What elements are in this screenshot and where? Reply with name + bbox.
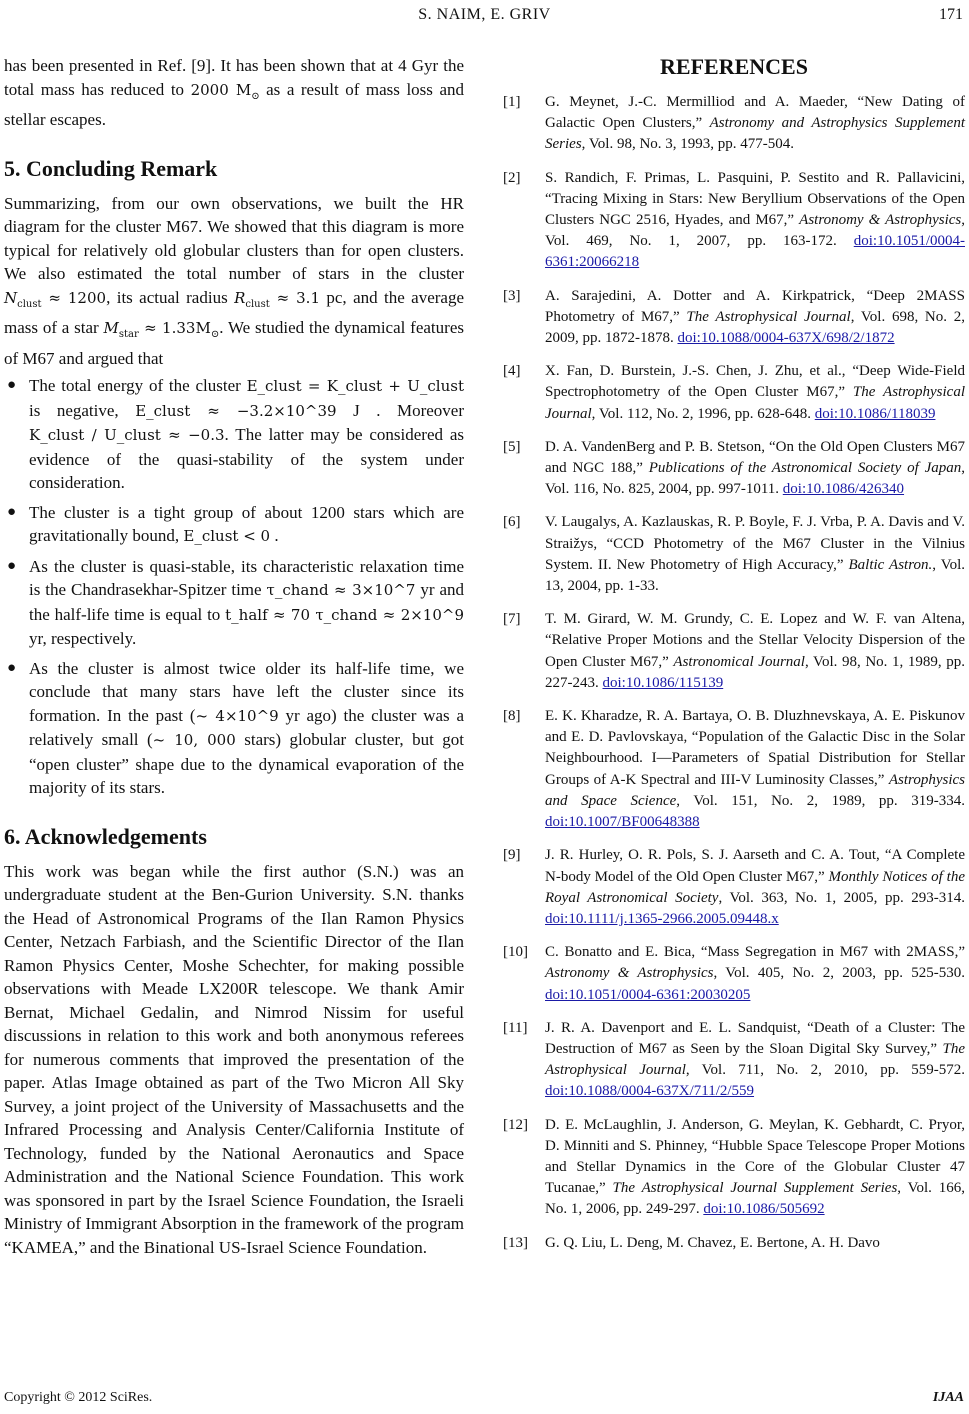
bullet-relaxation <box>4 555 464 651</box>
reference-doi-link[interactable]: doi:10.1086/115139 <box>602 674 724 691</box>
reference-number: [6] <box>503 514 521 531</box>
reference-item <box>503 942 965 1006</box>
left-column <box>4 54 464 1259</box>
sec5-text-b: , its actual radius <box>106 287 235 307</box>
m-star-math: $M_{star} \approx 1.33M_⊙$ <box>103 319 220 340</box>
section-5-title: 5. Concluding Remark <box>4 155 218 181</box>
conclusion-bullets <box>4 374 464 800</box>
reference-journal: The Astrophysical Journal <box>545 1040 965 1079</box>
reference-doi-link[interactable]: doi:10.1088/0004-637X/711/2/559 <box>545 1083 755 1100</box>
reference-authors-title: G. Q. Liu, L. Deng, M. Chavez, E. Bertone, A. H. Davo <box>545 1234 880 1251</box>
reference-doi-link[interactable]: doi:10.1007/BF00648388 <box>545 814 700 831</box>
r-clust-math <box>234 288 320 310</box>
r-clust-var: R <box>234 288 246 307</box>
intro-text-a: has been presented in Ref. [9]. It has been shown that at 4 Gyr the total mass has reduced to <box>4 56 464 99</box>
reference-number: [5] <box>503 438 521 455</box>
b3-text-b: yr and the half-life time is equal to <box>29 580 464 624</box>
b2-text-b: . <box>270 526 279 545</box>
reference-details: , Vol. 469, No. 1, 2007, pp. 163-172. <box>545 212 965 250</box>
reference-authors-title: X. Fan, D. Burstein, J.-S. Chen, J. Zhu, et al., “Deep Wide-Field Spectrophotometry of the Open Cluster M67,” <box>545 363 965 401</box>
b2-text-a: The cluster is a tight group of about 1200 stars which are gravitationally bound, <box>29 502 464 545</box>
n-clust-var: N <box>4 288 18 307</box>
virial-ratio-math: K_clust / U_clust ≈ −0.3 <box>29 426 225 444</box>
reference-authors-title: J. R. Hurley, O. R. Pols, S. J. Aarseth and C. A. Tout, “A Complete N-body Model of the Old Open Cluster M67,” <box>545 847 965 885</box>
energy-sum-math: E_clust = K_clust + U_clust <box>246 377 464 395</box>
reference-details: , Vol. 405, No. 2, 2003, pp. 525-530. <box>713 965 965 982</box>
b4-text-a: As the cluster is almost twice older its half-life time, we conclude that many stars have left the cluster since its formation. In the past ( <box>29 658 464 725</box>
reference-authors-title: G. Meynet, J.-C. Mermilliod and A. Maeder, “New Dating of Galactic Open Clusters,” <box>545 94 965 132</box>
reference-journal: Astronomical Journal <box>673 653 805 670</box>
reference-item <box>503 1233 965 1254</box>
reference-number: [2] <box>503 169 521 186</box>
reference-details: , Vol. 166, No. 1, 2006, pp. 249-297. <box>545 1180 965 1218</box>
r-clust-sub: clust <box>245 298 270 310</box>
reference-details: , Vol. 151, No. 2, 1989, pp. 319-334. <box>676 792 965 809</box>
reference-number: [13] <box>503 1234 528 1251</box>
reference-authors-title: D. A. VandenBerg and P. B. Stetson, “On the Old Open Clusters M67 and NGC 188,” <box>545 438 965 477</box>
reference-item <box>503 1018 965 1103</box>
running-title: S. NAIM, E. GRIV <box>418 6 551 23</box>
bullet-icon: ● <box>7 377 17 393</box>
bullet-icon: ● <box>7 659 17 676</box>
reference-journal: Monthly Notices of the Royal Astronomical Society <box>545 868 965 906</box>
references-title: REFERENCES <box>660 54 808 79</box>
intro-math-value: 2000 M <box>190 80 252 99</box>
reference-doi-link[interactable]: doi:10.1111/j.1365-2966.2005.09448.x <box>545 910 779 927</box>
page-number: 171 <box>939 6 963 23</box>
reference-item <box>503 706 965 833</box>
copyright: Copyright © 2012 SciRes. <box>4 1390 153 1405</box>
page-header <box>0 6 969 30</box>
reference-journal: Astronomy and Astrophysics Supplement Series <box>545 115 965 153</box>
reference-details: , Vol. 13, 2004, pp. 1-33. <box>545 556 966 595</box>
reference-item <box>503 286 965 350</box>
reference-item <box>503 92 965 156</box>
n-clust-value: ≈ 1200 <box>41 288 107 307</box>
references-column <box>503 54 965 1266</box>
reference-authors-title: T. M. Girard, W. M. Grundy, C. E. Lopez and W. F. van Altena, “Relative Proper Motions and the Stellar Velocity Dispersion of the Open Cluster M67,” <box>545 611 965 670</box>
reference-details: , Vol. 116, No. 825, 2004, pp. 997-1011. <box>545 460 965 498</box>
section-5-paragraph <box>4 192 464 371</box>
intro-text-b: as a result of mass loss and stellar escapes. <box>4 79 464 129</box>
reference-list <box>503 92 965 1254</box>
b3-text-c: yr, respectively. <box>29 629 137 648</box>
reference-number: [7] <box>503 611 521 628</box>
n-clust-sub: clust <box>17 298 42 310</box>
bullet-evaporation <box>4 657 464 800</box>
intro-paragraph <box>4 54 464 132</box>
b4-text-b: yr ago) the cluster was a relatively small ( <box>29 705 465 749</box>
reference-number: [3] <box>503 287 521 304</box>
reference-item <box>503 512 965 597</box>
reference-item <box>503 437 965 501</box>
reference-item <box>503 845 965 930</box>
bullet-icon: ● <box>7 557 17 574</box>
bullet-energy <box>4 374 464 495</box>
reference-item <box>503 361 965 425</box>
reference-journal: Astronomy & Astrophysics <box>799 212 962 229</box>
reference-journal: The Astrophysical Journal <box>686 308 851 325</box>
b1-text-a: The total energy of the cluster <box>29 376 247 395</box>
reference-authors-title: A. Sarajedini, A. Dotter and A. Kirkpatrick, “Deep 2MASS Photometry of M67,” <box>545 287 965 325</box>
reference-doi-link[interactable]: doi:10.1086/426340 <box>782 481 905 498</box>
reference-details: , Vol. 112, No. 2, 1996, pp. 628-648. <box>591 405 815 422</box>
past-age-math: ~ 4×10^9 <box>195 706 279 725</box>
energy-value-math: E_clust ≈ −3.2×10^39 <box>135 401 337 420</box>
b3-text-a: As the cluster is quasi-stable, its characteristic relaxation time is the Chandrasekhar-Spitzer time <box>29 556 464 599</box>
reference-number: [11] <box>503 1019 528 1036</box>
past-stars-math: ~ 10, 000 <box>152 731 236 749</box>
r-clust-value: ≈ 3.1 <box>269 288 320 307</box>
reference-details: , Vol. 98, No. 3, 1993, pp. 477-504. <box>581 136 795 153</box>
reference-details: , Vol. 698, No. 2, 2009, pp. 1872-1878. <box>545 308 965 347</box>
journal-abbrev: IJAA <box>932 1390 964 1405</box>
bullet-icon: ● <box>7 503 17 520</box>
reference-authors-title: D. E. McLaughlin, J. Anderson, G. Meylan, K. Gebhardt, C. Pryor, D. Minniti and S. Phinney, “Hubble Space Telescope Proper Motions and Stellar Dynamics in the Core of the Globular Cluster 47 Tucanae,” <box>545 1116 965 1197</box>
reference-number: [12] <box>503 1116 528 1133</box>
reference-details: , Vol. 98, No. 1, 1989, pp. 227-243. <box>545 653 965 691</box>
bound-math: E_clust < 0 <box>183 527 271 545</box>
reference-journal: Astrophysics and Space Science <box>545 771 965 809</box>
reference-doi-link[interactable]: doi:10.1051/0004-6361:20066218 <box>545 233 965 271</box>
tau-chand-math: τ_chand ≈ 3×10^7 <box>266 581 416 599</box>
reference-authors-title: C. Bonatto and E. Bica, “Mass Segregation in M67 with 2MASS,” <box>545 944 965 961</box>
m-star-value: ≈ 1.33M <box>138 319 211 337</box>
reference-number: [4] <box>503 363 521 380</box>
reference-journal: The Astrophysical Journal <box>545 384 965 422</box>
acknowledgements-paragraph: This work was began while the first author (S.N.) was an undergraduate student at the Ben-Gurion University. S.N. thanks the Head of Astronomical Programs of the Ilan Ramon Physics Center, Netzach Farbiash, and the Scientific Director of the Ilan Ramon Physics Center, Moshe Schechter, for making possible observations with Meade LX200R telescope. We thank Amir Bernat, Michael Gedalin, and Nimrod Nissim for useful discussions in relation to this work and both anonymous referees for numerous comments that improved the presentation of the paper. Atlas Image obtained as part of the Two Micron All Sky Survey, a joint project of the University of Massachusetts and the Infrared Processing and Analysis Center/California Institute of Technology, funded by the National Aeronautics and Space Administration and the National Science Foundation. This work was sponsored in part by the Israel Science Foundation, the Israeli Ministry of Immigrant Absorption in the framework of the program “KAMEA,” and the Binational US-Israel Science Foundation. <box>4 861 464 1257</box>
reference-doi-link[interactable]: doi:10.1088/0004-637X/698/2/1872 <box>677 330 895 347</box>
reference-journal: Baltic Astron. <box>848 556 933 573</box>
b1-text-b: is negative, <box>29 400 136 420</box>
sec5-text-d: . We studied the dynamical features of M67 and argued that <box>4 318 464 368</box>
b1-text-d: . The latter may be considered as evidence of the quasi-stability of the system under consideration. <box>29 425 464 492</box>
reference-doi-link[interactable]: doi:10.1051/0004-6361:20030205 <box>545 986 751 1003</box>
sec5-text-c: pc, and the average mass of a star <box>4 287 464 337</box>
reference-authors-title: S. Randich, F. Primas, L. Pasquini, P. Sestito and R. Pallavicini, “Tracing Mixing in Stars: New Beryllium Observations of the Open Clusters NGC 2516, Hyades, and M67,” <box>545 169 965 229</box>
reference-authors-title: E. K. Kharadze, R. A. Bartaya, O. B. Dluzhnevskaya, A. E. Piskunov and E. D. Pavlovskaya, “Population of the Galactic Disc in the Solar Neighbourhood. I—Parameters of Spatial Distribution for Stellar Groups of A-K Spectral and III-V Luminosity Classes,” <box>545 708 965 788</box>
section-6-title: 6. Acknowledgements <box>4 823 207 849</box>
m-star-sub: star <box>118 329 139 340</box>
reference-item <box>503 168 965 274</box>
reference-item <box>503 609 965 694</box>
reference-authors-title: V. Laugalys, A. Kazlauskas, R. P. Boyle, F. J. Vrba, P. A. Davis and V. Straižys, “CCD Photometry of the M67 Cluster in the Vilnius System. II. New Photometry of High Accuracy,” <box>545 514 965 573</box>
sec5-text-a: Summarizing, from our own observations, we built the HR diagram for the cluster M67. We showed that this diagram is more typical for relatively old globular clusters than for open clusters. We also estimated the total number of stars in the cluster <box>4 193 464 283</box>
reference-number: [8] <box>503 708 521 725</box>
reference-number: [1] <box>503 94 521 110</box>
intro-math: 2000 $M_⊙$ <box>190 80 260 102</box>
reference-number: [9] <box>503 847 521 864</box>
reference-details: , Vol. 363, No. 1, 2005, pp. 293-314. <box>718 889 965 906</box>
reference-authors-title: J. R. A. Davenport and E. L. Sandquist, “Death of a Cluster: The Destruction of M67 as Seen by the Sloan Digital Sky Survey,” <box>545 1019 965 1057</box>
t-half-math: t_half ≈ 70 τ_chand ≈ 2×10^9 <box>225 605 465 624</box>
reference-details: , Vol. 711, No. 2, 2010, pp. 559-572. <box>685 1062 965 1079</box>
reference-journal: Publications of the Astronomical Society of Japan <box>648 460 962 477</box>
reference-doi-link[interactable]: doi:10.1086/118039 <box>814 405 936 422</box>
m-star-var: M <box>103 319 119 337</box>
reference-journal: The Astrophysical Journal Supplement Series <box>612 1180 898 1197</box>
b4-text-c: stars) globular cluster, but got “open cluster” shape due to the dynamical evaporation of the majority of its stars. <box>29 730 465 797</box>
reference-doi-link[interactable]: doi:10.1086/505692 <box>703 1201 825 1218</box>
reference-item <box>503 1115 965 1221</box>
bullet-bound <box>4 501 464 549</box>
b1-text-c: J . Moreover <box>336 400 464 420</box>
n-clust-math <box>4 288 107 310</box>
reference-number: [10] <box>503 944 528 961</box>
reference-journal: Astronomy & Astrophysics <box>545 965 714 982</box>
